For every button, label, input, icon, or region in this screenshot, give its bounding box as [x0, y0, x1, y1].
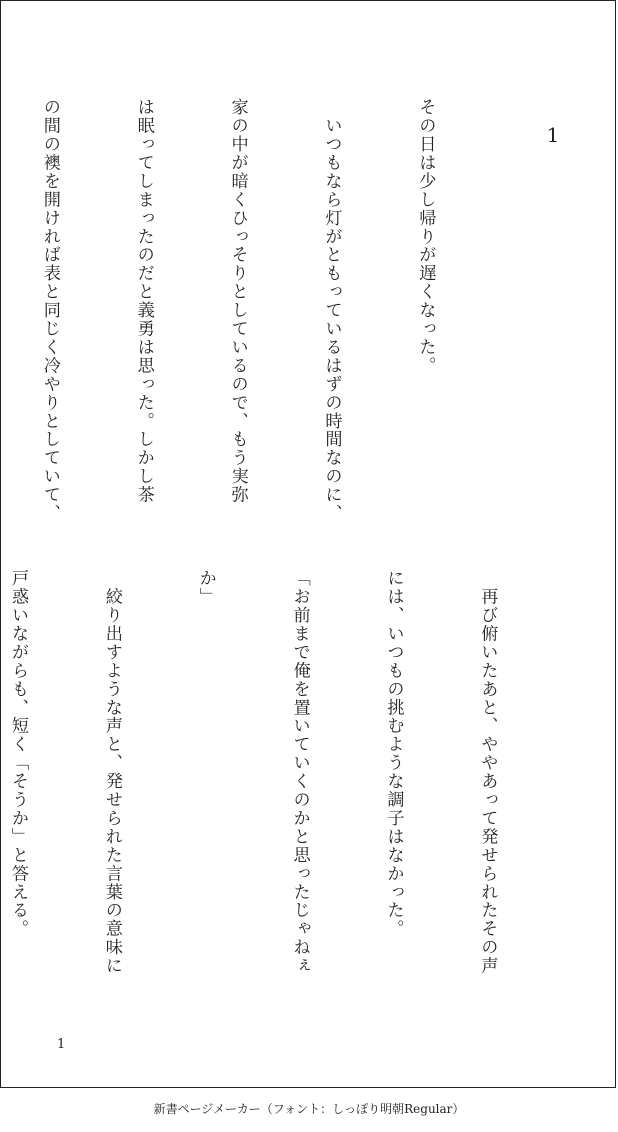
text-line: 再び俯いたあと、ややあって発せられたその声: [477, 569, 498, 975]
text-line: 家の中が暗くひっそりとしているので、もう実弥: [227, 98, 248, 504]
text-line: には、いつもの挑むような調子はなかった。: [383, 569, 404, 938]
text-line: 「お前まで俺を置いていくのかと思ったじゃねぇ: [289, 569, 310, 975]
text-line: いつもなら灯がともっているはずの時間なのに、: [321, 98, 342, 523]
text-line: は眠ってしまったのだと義勇は思った。しかし茶: [133, 98, 154, 504]
footer-caption: 新書ページメーカー（フォント：しっぽり明朝Regular）: [153, 1102, 465, 1116]
text-line: の間の襖を開ければ表と同じく冷やりとしていて、: [39, 98, 60, 523]
text-line: その日は少し帰りが遅くなった。: [415, 98, 436, 375]
text-block-bottom: [7, 569, 565, 1009]
text-line: か」: [195, 569, 216, 606]
text-line: 絞り出すような声と、発せられた言葉の意味に: [101, 569, 122, 975]
chapter-number: 1: [546, 123, 560, 147]
page-number: 1: [57, 1037, 66, 1052]
text-line: 戸惑いながらも、短く「そうか」と答える。: [7, 569, 28, 938]
text-block-top: [39, 98, 503, 538]
